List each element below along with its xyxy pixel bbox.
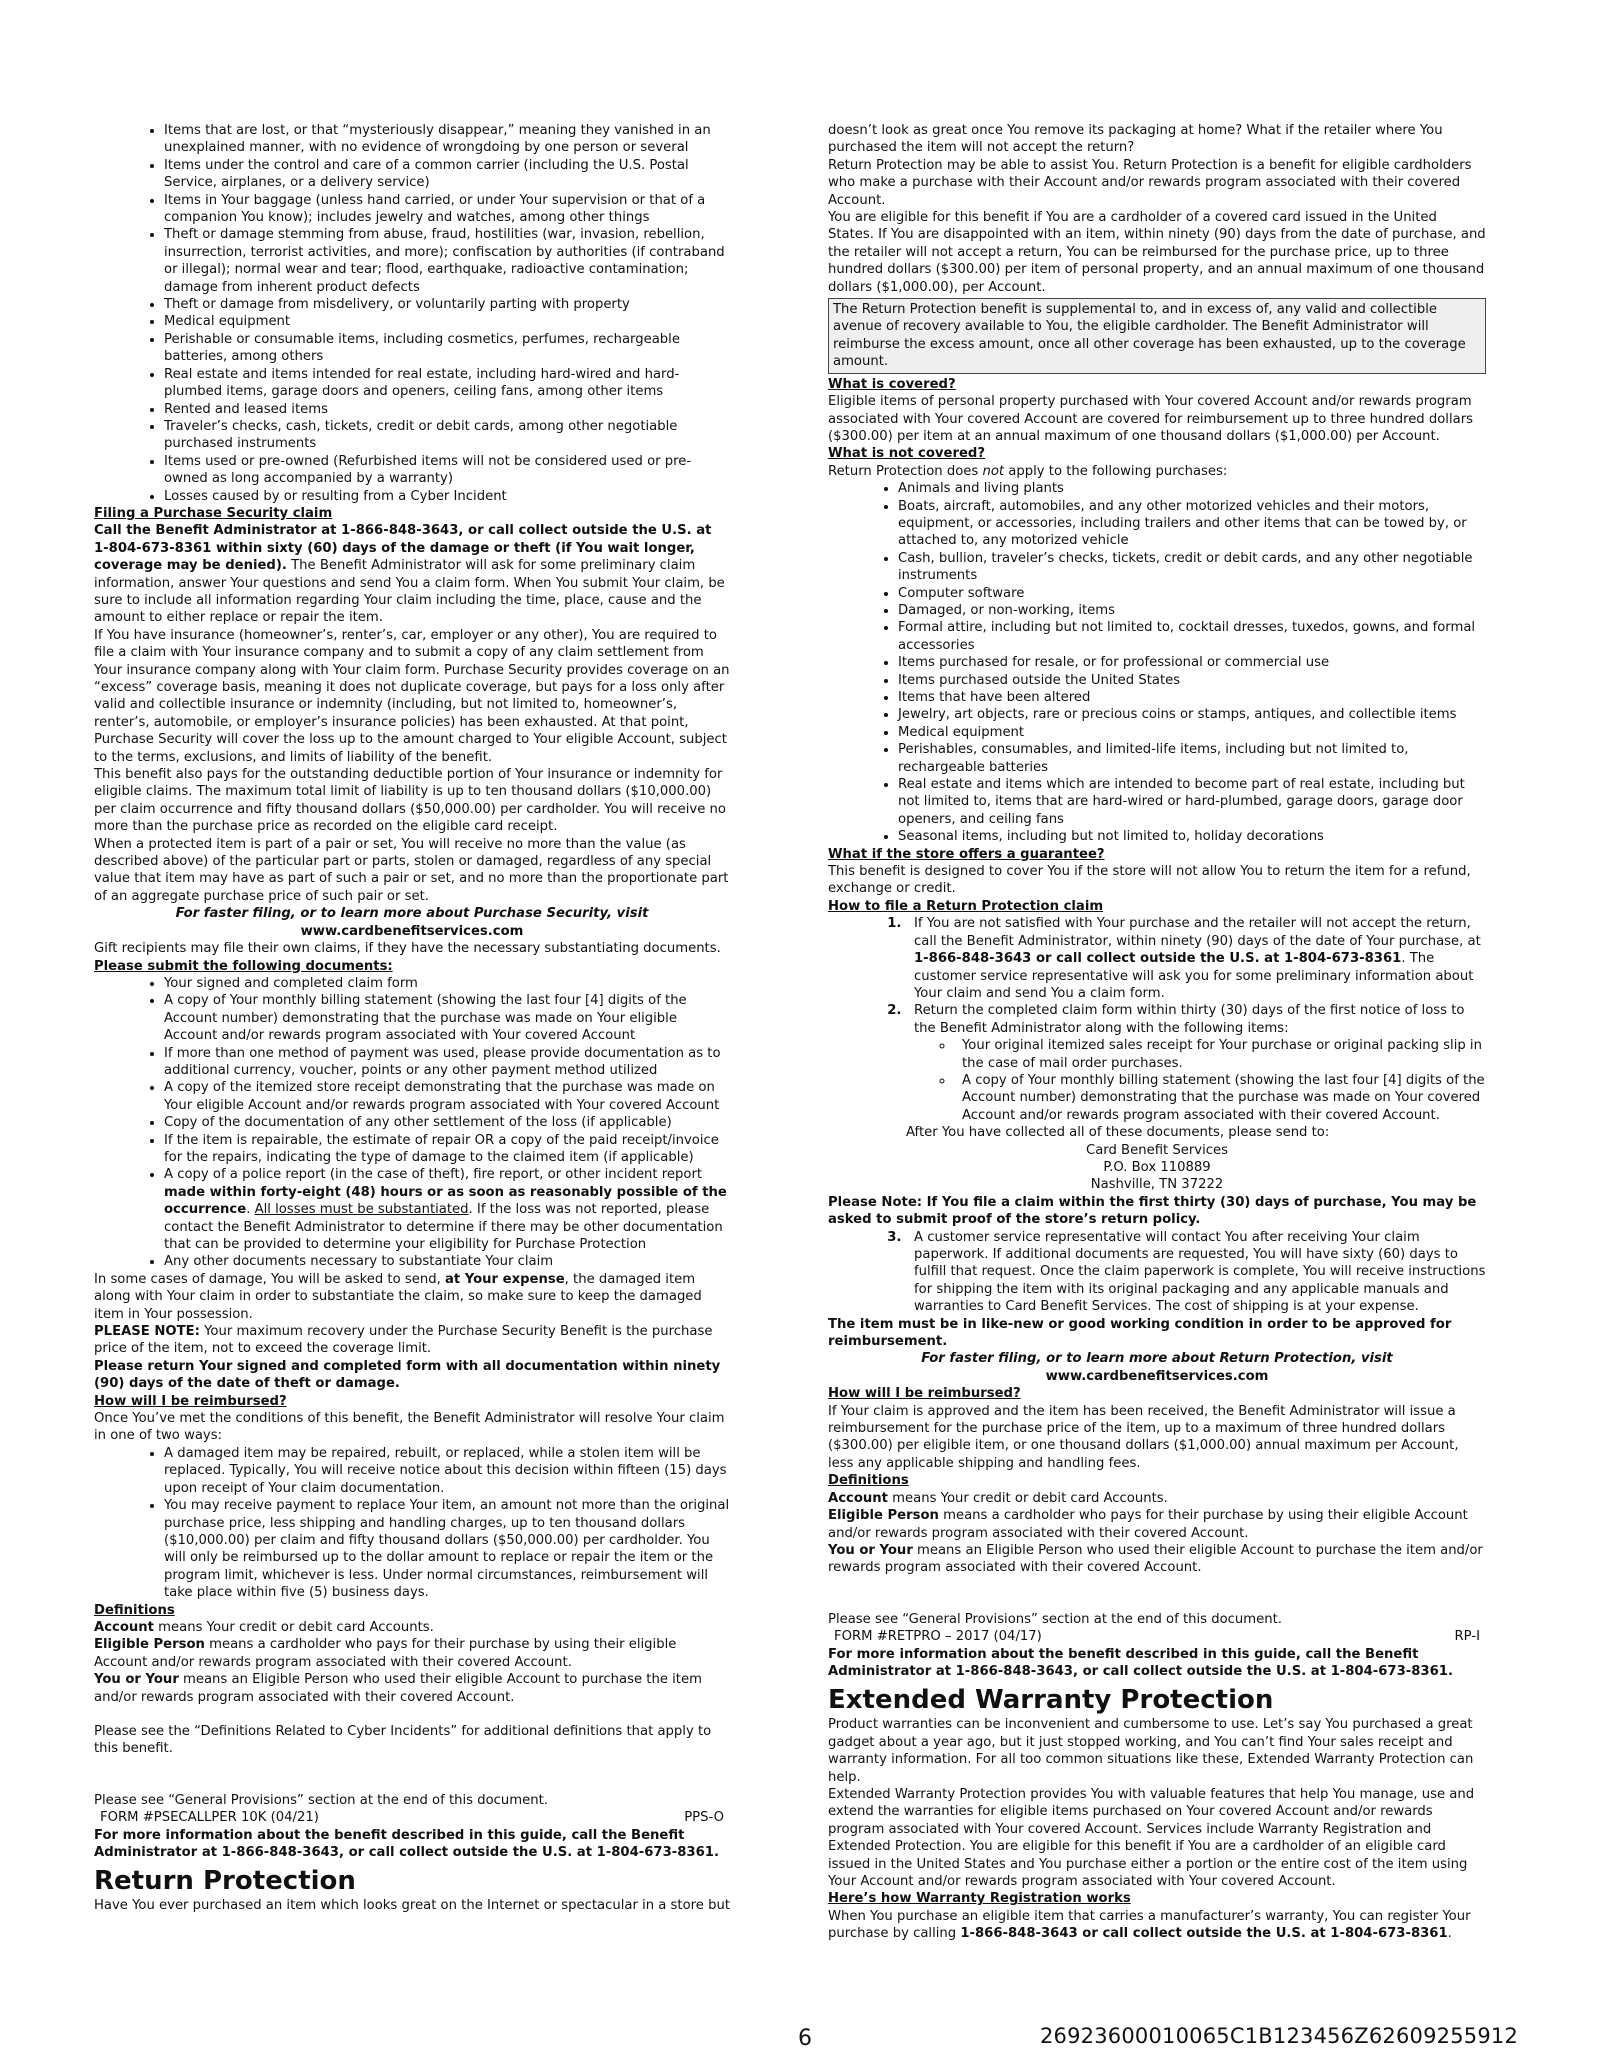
- reimbursed-heading: How will I be reimbursed?: [828, 1386, 1021, 1402]
- warranty-paragraph-2: Extended Warranty Protection provides You with valuable features that help You manage, use and extend the warranties for eligible items purchased on Your covered Account and/or rewards program associated with Your covered Account. Services include Warranty Registration and Extended Protection. You are eligible for this benefit if You are a cardholder of an eligible card issued in the United States and You purchase either a portion or the entire cost of the item using Your Account and/or rewards program associated with Your covered Account.: [828, 1786, 1475, 1889]
- covered-paragraph: Eligible items of personal property purchased with Your covered Account and/or rewards program associated with Your covered Account are covered for reimbursement up to three hundred dollars ($300.00) per item at an annual maximum of one thousand dollars ($1,000.00) per Account.: [828, 394, 1474, 444]
- def-term: Account: [828, 1490, 888, 1506]
- warranty-paragraph-1: Product warranties can be inconvenient and cumbersome to use. Let’s say You purchased a great gadget about a year ago, but it just stopped working, and You can’t find Your sales receipt and warranty information. For all too common situations like these, Extended Warranty Protection can help.: [828, 1717, 1474, 1785]
- form-line: [94, 1809, 730, 1826]
- reimbursed-paragraph: If Your claim is approved and the item has been received, the Benefit Administrator will issue a reimbursement for the purchase price of the item, up to a maximum of three hundred dollars ($300.00) per eligible item, or one thousand dollars ($1,000.00) annual maximum per Account, less any applicable shipping and handling fees.: [828, 1403, 1459, 1471]
- please-note: Please Note: If You file a claim within the first thirty (30) days of purchase, You may be asked to submit proof of the store’s return policy.: [828, 1194, 1477, 1228]
- definitions-heading: Definitions: [828, 1473, 909, 1489]
- police-punct: .: [246, 1202, 255, 1218]
- supplemental-note-box: The Return Protection benefit is supplemental to, and in excess of, any valid and collectible avenue of recovery available to You, the eligible cardholder. The Benefit Administrator will reimburse the excess amount, once all other coverage has been exhausted, up to the coverage amount.: [828, 298, 1486, 374]
- address-line: Nashville, TN 37222: [1090, 1177, 1224, 1193]
- list-item: • Theft or damage from misdelivery, or voluntarily parting with property: [164, 296, 730, 313]
- def-you: [94, 1671, 730, 1706]
- step2-list: [914, 1037, 1486, 1124]
- website-link[interactable]: www.cardbenefitservices.com: [300, 923, 524, 939]
- form-number: FORM #PSECALLPER 10K (04/21): [100, 1810, 319, 1826]
- list-item: • Animals and living plants: [898, 480, 1486, 497]
- return-intro: Have You ever purchased an item which looks great on the Internet or spectacular in a store but: [94, 1898, 731, 1914]
- spacer: [828, 1594, 1486, 1611]
- step1-bold: 1-866-848-3643 or call collect outside the U.S. at 1-804-673-8361: [914, 951, 1402, 967]
- note-bold: PLEASE NOTE:: [94, 1324, 200, 1340]
- spacer: [828, 1577, 1486, 1594]
- not-apply-italic: not: [982, 463, 1005, 479]
- eligible-paragraph: You are eligible for this benefit if You are a cardholder of a covered card issued in the United States. If You are disappointed with an item, within ninety (90) days from the date of purchase, and the retailer will not accept a return, You can be reimbursed for the purchase price, up to three hundred dollars ($300.00) per item of personal property, and an annual maximum of one thousand dollars ($1,000.00), per Account.: [828, 210, 1486, 295]
- list-item: • Losses caused by or resulting from a Cyber Incident: [164, 488, 730, 505]
- mailing-address: [828, 1142, 1486, 1194]
- exclusions-list: [94, 122, 730, 505]
- guarantee-heading: What if the store offers a guarantee?: [828, 846, 1105, 862]
- spacer: [94, 1775, 730, 1792]
- list-item: • Items in Your baggage (unless hand carried, or under Your supervision or that of a companion You know); includes jewelry and watches, among other things: [164, 192, 730, 227]
- list-item: • You may receive payment to replace Your item, an amount not more than the original purchase price, less shipping and handling charges, up to ten thousand dollars ($10,000.00) per claim and fifty thousand dollars ($50,000.00) per cardholder. You will only be reimbursed up to the dollar amount to replace or repair the item or the program limit, whichever is less. Under normal circumstances, reimbursement will take place within five (5) business days.: [164, 1497, 730, 1601]
- barcode-text: 26923600010065C1B123456Z62609255912: [1040, 2024, 1519, 2048]
- list-item: • Items purchased outside the United States: [898, 672, 1486, 689]
- registration-paragraph: [828, 1908, 1486, 1943]
- faster-filing: For faster filing, or to learn more about Return Protection, visit: [921, 1351, 1393, 1367]
- return-protection-title: Return Protection: [94, 1866, 356, 1897]
- list-item: • Real estate and items intended for real estate, including hard-wired and hard-plumbed items, garage doors and openers, ceiling fans, among other items: [164, 366, 730, 401]
- general-provisions: Please see “General Provisions” section at the end of this document.: [828, 1611, 1282, 1627]
- police-rest: . If the loss was not reported, please contact the Benefit Administrator to determine if there may be other documentation that can be provided to determine your eligibility for Purchase Protection: [164, 1202, 723, 1252]
- damage-bold: at Your expense: [444, 1271, 565, 1287]
- list-item: • Traveler’s checks, cash, tickets, credit or debit cards, among other negotiable purchased instruments: [164, 418, 730, 453]
- spacer: [94, 1706, 730, 1723]
- form-code: PPS-O: [684, 1810, 724, 1826]
- more-info: For more information about the benefit described in this guide, call the Benefit Administrator at 1-866-848-3643, or call collect outside the U.S. at 1-804-673-8361.: [828, 1646, 1453, 1679]
- claim-steps: [828, 915, 1486, 1124]
- def-term: Eligible Person: [828, 1508, 939, 1524]
- filing-text: The Benefit Administrator will ask for some preliminary claim information, answer Your questions and send You a claim form. When You submit Your claim, be sure to include all information regarding Your claim including the time, place, cause and the amount to either replace or repair the item.: [94, 558, 725, 626]
- not-covered-heading: What is not covered?: [828, 446, 985, 462]
- def-account: [828, 1490, 1486, 1507]
- faster-filing: For faster filing, or to learn more about Purchase Security, visit: [175, 906, 649, 922]
- damage-text: In some cases of damage, You will be asked to send,: [94, 1271, 445, 1287]
- guarantee-paragraph: This benefit is designed to cover You if the store will not allow You to return the item for a refund, exchange or credit.: [828, 864, 1471, 897]
- right-column: [828, 122, 1486, 1943]
- list-item: • Rented and leased items: [164, 401, 730, 418]
- def-text: means a cardholder who pays for their purchase by using their eligible Account and/or rewards program associated with their covered Account.: [94, 1637, 677, 1670]
- step-item: [906, 915, 1486, 1002]
- def-text: means an Eligible Person who used their eligible Account to purchase the item and/or rewards program associated with their covered Account.: [94, 1672, 702, 1705]
- address-line: Card Benefit Services: [1086, 1142, 1228, 1158]
- def-text: means an Eligible Person who used their eligible Account to purchase the item and/or rewards program associated with their covered Account.: [828, 1542, 1483, 1576]
- list-item: • Real estate and items which are intended to become part of real estate, including but not limited to, items that are hard-wired or hard-plumbed, garage doors, garage door openers, and ceiling fans: [898, 776, 1486, 828]
- after-collect: After You have collected all of these documents, please send to:: [906, 1125, 1330, 1141]
- not-apply-rest: apply to the following purchases:: [1004, 463, 1228, 479]
- list-item: • Seasonal items, including but not limited to, holiday decorations: [898, 828, 1486, 845]
- form-number: FORM #RETPRO – 2017 (04/17): [834, 1629, 1042, 1645]
- filing-heading: Filing a Purchase Security claim: [94, 505, 333, 521]
- list-item: • Copy of the documentation of any other settlement of the loss (if applicable): [164, 1114, 730, 1131]
- file-claim-heading: How to file a Return Protection claim: [828, 898, 1104, 914]
- website-link[interactable]: www.cardbenefitservices.com: [1045, 1368, 1269, 1384]
- reimbursed-heading: How will I be reimbursed?: [94, 1393, 287, 1409]
- filing-bold: Call the Benefit Administrator at 1-866-848-3643, or call collect outside the U.S. at 1-804-673-8361 within sixty (60) days of the damage or theft (if You wait longer, coverage may be denied).: [94, 523, 712, 574]
- not-apply-paragraph: [828, 463, 1486, 480]
- registration-text: When You purchase an eligible item that carries a manufacturer’s warranty, You can register Your purchase by calling: [828, 1908, 1471, 1942]
- submit-heading: Please submit the following documents:: [94, 958, 393, 974]
- general-provisions: Please see “General Provisions” section at the end of this document.: [94, 1792, 548, 1808]
- list-item: • Items used or pre-owned (Refurbished items will not be considered used or pre-owned as long accompanied by a warranty): [164, 453, 730, 488]
- police-underline: All losses must be substantiated: [254, 1202, 469, 1218]
- list-item: • Medical equipment: [898, 724, 1486, 741]
- claim-steps-cont: [828, 1229, 1486, 1316]
- list-item: • Formal attire, including but not limited to, cocktail dresses, tuxedos, gowns, and formal accessories: [898, 619, 1486, 654]
- list-item: ◦ Your original itemized sales receipt for Your purchase or original packing slip in the case of mail order purchases.: [954, 1037, 1486, 1072]
- def-text: means Your credit or debit card Accounts.: [153, 1619, 434, 1635]
- list-item: • Items that have been altered: [898, 689, 1486, 706]
- pair-paragraph: When a protected item is part of a pair or set, You will receive no more than the value (as described above) of the particular part or parts, stolen or damaged, regardless of any special value that item may have as part of such a pair or set, and no more than the proportionate part of an aggregate purchase price of such pair or set.: [94, 836, 729, 904]
- list-item: • Computer software: [898, 585, 1486, 602]
- cyber-paragraph: Please see the “Definitions Related to Cyber Incidents” for additional definitions that apply to this benefit.: [94, 1723, 712, 1757]
- def-text: means Your credit or debit card Accounts.: [887, 1490, 1168, 1506]
- list-item: • Damaged, or non-working, items: [898, 602, 1486, 619]
- reimburse-list: [94, 1445, 730, 1602]
- list-item: • Theft or damage stemming from abuse, fraud, hostilities (war, invasion, rebellion, insurrection, terrorist activities, and more); confiscation by authorities (if contraband or illegal); normal wear and tear; flood, earthquake, radioactive contamination; damage from inherent product defects: [164, 226, 730, 296]
- def-account: [94, 1619, 730, 1636]
- return-deadline: Please return Your signed and completed form with all documentation within ninety (90) days of the date of theft or damage.: [94, 1358, 721, 1392]
- registration-heading: Here’s how Warranty Registration works: [828, 1891, 1131, 1907]
- def-term: You or Your: [828, 1542, 913, 1558]
- definitions-heading: Definitions: [94, 1602, 175, 1618]
- spacer: [94, 1758, 730, 1775]
- step1-text: If You are not satisfied with Your purchase and the retailer will not accept the return, call the Benefit Administrator, within ninety (90) days of the date of Your purchase, at: [914, 916, 1481, 949]
- gift-paragraph: Gift recipients may file their own claims, if they have the necessary substantiating documents.: [94, 941, 721, 957]
- registration-bold: 1-866-848-3643 or call collect outside the U.S. at 1-804-673-8361: [960, 1926, 1448, 1942]
- damage-rest: , the damaged item along with Your claim in order to substantiate the claim, so make sure to keep the damaged item in Your possession.: [94, 1271, 702, 1322]
- police-bold: made within forty-eight (48) hours or as soon as reasonably possible of the occurrence: [164, 1184, 727, 1218]
- filing-paragraph: [94, 522, 730, 626]
- def-text: means a cardholder who pays for their purchase by using their eligible Account and/or rewards program associated with their covered Account.: [828, 1508, 1468, 1541]
- list-item: • Any other documents necessary to substantiate Your claim: [164, 1253, 730, 1270]
- list-item: • Jewelry, art objects, rare or precious coins or stamps, antiques, and collectible items: [898, 706, 1486, 723]
- list-item: [164, 1166, 730, 1253]
- page-number: 6: [798, 2026, 812, 2051]
- def-eligible: [828, 1507, 1486, 1542]
- list-item: • A copy of the itemized store receipt demonstrating that the purchase was made on Your eligible Account and/or rewards program associated with Your covered Account: [164, 1079, 730, 1114]
- deductible-paragraph: This benefit also pays for the outstanding deductible portion of Your insurance or indemnity for eligible claims. The maximum total limit of liability is up to ten thousand dollars ($10,000.00) per claim occurrence and fifty thousand dollars ($50,000.00) per cardholder. You will receive no more than the purchase price as recorded on the eligible card receipt.: [94, 767, 726, 835]
- def-term: Eligible Person: [94, 1637, 205, 1653]
- assist-paragraph: Return Protection may be able to assist You. Return Protection is a benefit for eligible cardholders who make a purchase with their Account and/or rewards program associated with their covered Account.: [828, 157, 1472, 208]
- def-you: [828, 1542, 1486, 1577]
- note-text: Your maximum recovery under the Purchase Security Benefit is the purchase price of the item, not to exceed the coverage limit.: [94, 1324, 713, 1357]
- def-term: Account: [94, 1619, 154, 1635]
- list-item: • Boats, aircraft, automobiles, and any other motorized vehicles and their motors, equipment, or accessories, including trailers and other items that can be towed by, or attached to, any motorized vehicle: [898, 498, 1486, 550]
- step2-text: Return the completed claim form within thirty (30) days of the first notice of loss to the Benefit Administrator along with the following items:: [914, 1003, 1465, 1036]
- damage-paragraph: [94, 1271, 730, 1323]
- address-line: P.O. Box 110889: [1103, 1159, 1211, 1175]
- documents-list: [94, 975, 730, 1271]
- left-column: [94, 122, 730, 1915]
- more-info: For more information about the benefit described in this guide, call the Benefit Administrator at 1-866-848-3643, or call collect outside the U.S. at 1-804-673-8361.: [94, 1827, 719, 1860]
- condition-note: The item must be in like-new or good working condition in order to be approved for reimbursement.: [828, 1316, 1452, 1350]
- insurance-paragraph: If You have insurance (homeowner’s, renter’s, car, employer or any other), You are required to file a claim with Your insurance company and to submit a copy of any claim settlement from Your insurance company along with Your claim form. Purchase Security provides coverage on an “excess” coverage basis, meaning it does not duplicate coverage, but pays for a loss only after valid and collectible insurance or indemnity (including, but not limited to, homeowner’s, renter’s, automobile, or employer’s insurance policies) has been exhausted. At that point, Purchase Security will cover the loss up to the amount charged to Your eligible Account, subject to the terms, exclusions, and limits of liability of the benefit.: [94, 627, 730, 765]
- intro-continued: doesn’t look as great once You remove its packaging at home? What if the retailer where You purchased the item will not accept the return?: [828, 123, 1443, 156]
- not-apply-text: Return Protection does: [828, 463, 983, 479]
- list-item: • Perishable or consumable items, including cosmetics, perfumes, rechargeable batteries, among others: [164, 331, 730, 366]
- reimbursed-paragraph: Once You’ve met the conditions of this benefit, the Benefit Administrator will resolve Your claim in one of two ways:: [94, 1411, 725, 1444]
- step-item: [906, 1002, 1486, 1124]
- list-item: • Perishables, consumables, and limited-life items, including but not limited to, rechargeable batteries: [898, 741, 1486, 776]
- list-item: • Your signed and completed claim form: [164, 975, 730, 992]
- step1-rest: . The customer service representative will ask you for some preliminary information about Your claim and send You a claim form.: [914, 951, 1474, 1001]
- list-item: • If the item is repairable, the estimate of repair OR a copy of the paid receipt/invoice for the repairs, indicating the type of damage to the claimed item (if applicable): [164, 1132, 730, 1167]
- list-item: • Items that are lost, or that “mysteriously disappear,” meaning they vanished in an unexplained manner, with no evidence of wrongdoing by one person or several: [164, 122, 730, 157]
- extended-warranty-title: Extended Warranty Protection: [828, 1685, 1274, 1716]
- covered-heading: What is covered?: [828, 376, 956, 392]
- def-eligible: [94, 1636, 730, 1671]
- list-item: ◦ A copy of Your monthly billing statement (showing the last four [4] digits of the Account number) demonstrating that the purchase was made on Your covered Account and/or rewards program associated with their covered Account.: [954, 1072, 1486, 1124]
- note-paragraph: [94, 1323, 730, 1358]
- form-code: RP-I: [1454, 1629, 1480, 1645]
- form-line: [828, 1628, 1486, 1645]
- list-item: • If more than one method of payment was used, please provide documentation as to additional currency, voucher, points or any other payment method utilized: [164, 1045, 730, 1080]
- list-item: • Cash, bullion, traveler’s checks, tickets, credit or debit cards, and any other negotiable instruments: [898, 550, 1486, 585]
- not-covered-list: [828, 480, 1486, 846]
- police-text: A copy of a police report (in the case of theft), fire report, or other incident report: [164, 1167, 703, 1183]
- registration-rest: .: [1447, 1926, 1452, 1942]
- step-item: 3. A customer service representative will contact You after receiving Your claim paperwork. If additional documents are requested, You will have sixty (60) days to fulfill that request. Once the claim paperwork is complete, You will receive instructions for shipping the item with its original packaging and any applicable manuals and warranties to Card Benefit Services. The cost of shipping is at your expense.: [906, 1229, 1486, 1316]
- def-term: You or Your: [94, 1672, 179, 1688]
- list-item: • A copy of Your monthly billing statement (showing the last four [4] digits of the Account number) demonstrating that the purchase was made on Your eligible Account and/or rewards program associated with Your covered Account: [164, 992, 730, 1044]
- list-item: • Items purchased for resale, or for professional or commercial use: [898, 654, 1486, 671]
- list-item: • A damaged item may be repaired, rebuilt, or replaced, while a stolen item will be replaced. Typically, You will receive notice about this decision within fifteen (15) days upon receipt of Your claim documentation.: [164, 1445, 730, 1497]
- list-item: • Medical equipment: [164, 313, 730, 330]
- list-item: • Items under the control and care of a common carrier (including the U.S. Postal Service, airplanes, or a delivery service): [164, 157, 730, 192]
